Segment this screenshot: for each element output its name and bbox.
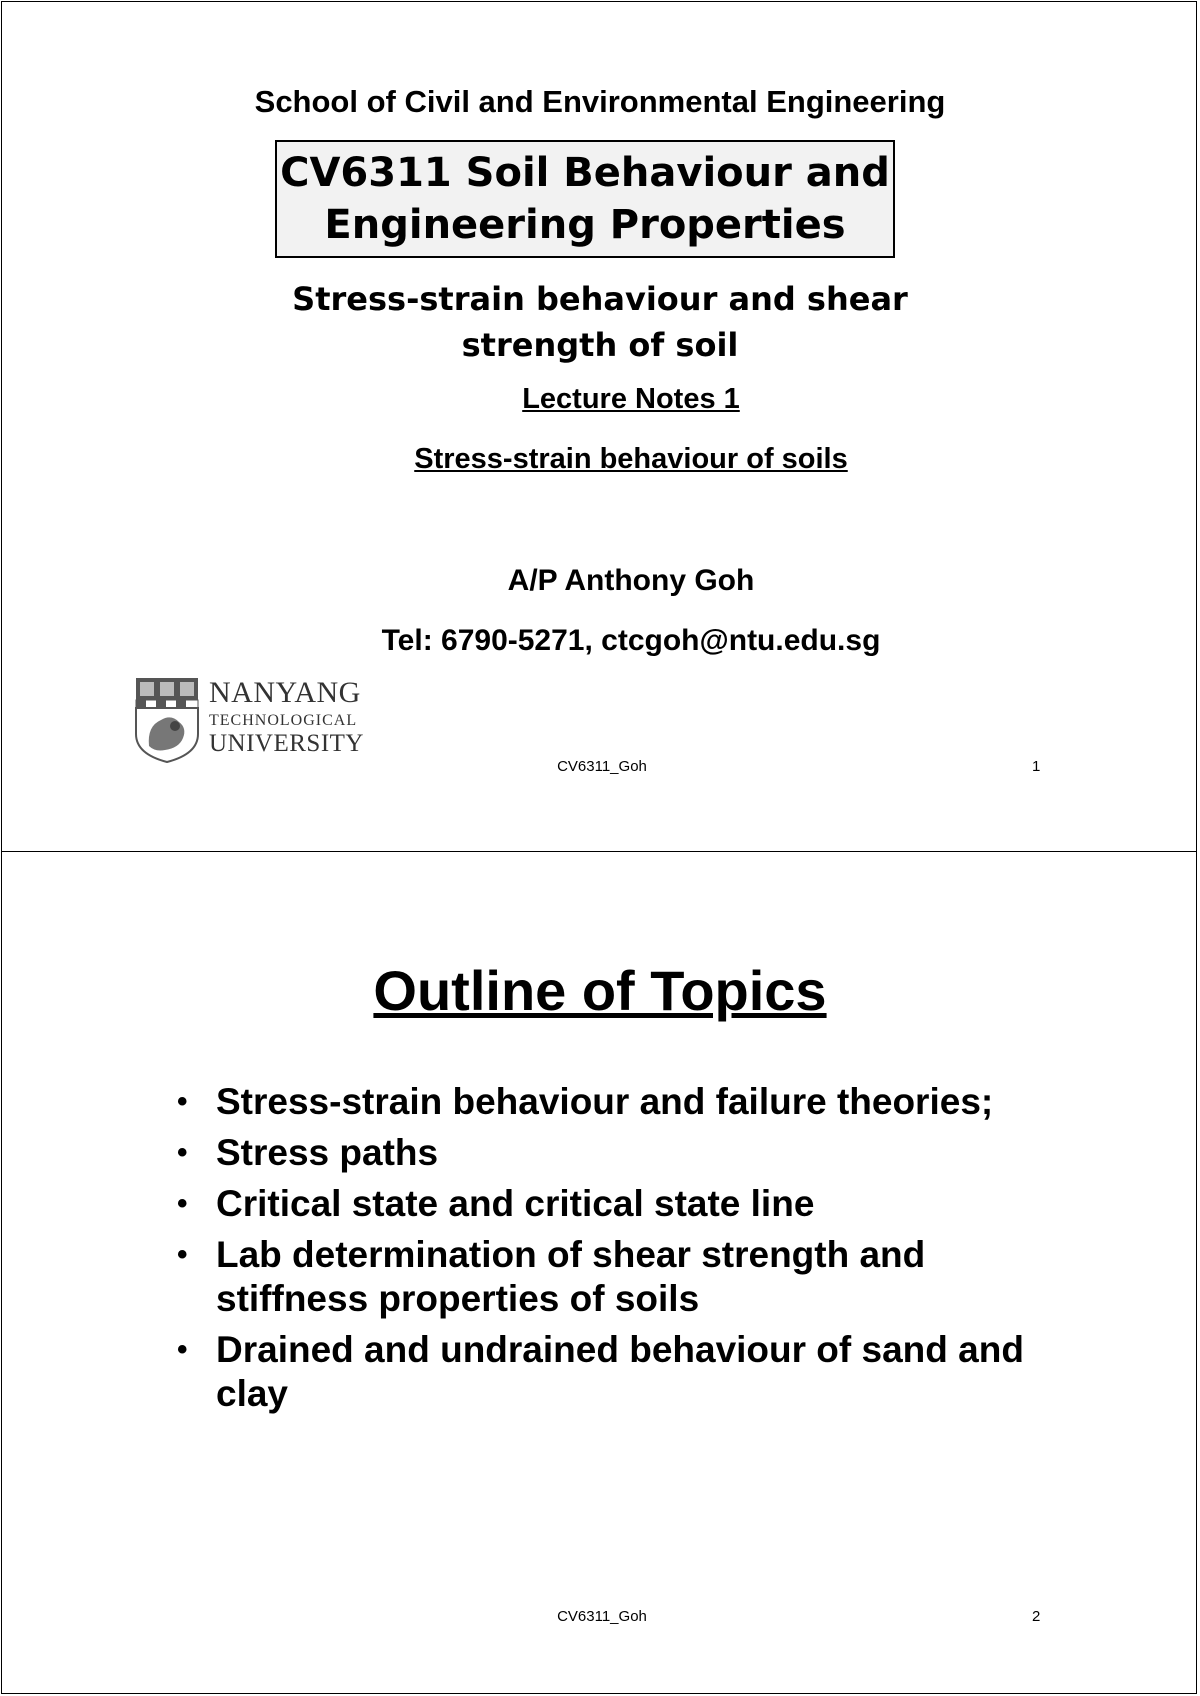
subtitle-line-2: strength of soil	[461, 326, 739, 364]
topic-item: • Stress-strain behaviour and failure theories;	[172, 1080, 1072, 1124]
course-title-line-2: Engineering Properties	[324, 202, 846, 248]
slide-1-footer: CV6311_Goh	[557, 758, 647, 775]
slide-1-page-number: 1	[1032, 758, 1041, 775]
logo-line-2: TECHNOLOGICAL	[209, 712, 358, 729]
outline-title: Outline of Topics	[373, 959, 827, 1022]
topic-item: • Drained and undrained behaviour of sand and clay	[172, 1328, 1072, 1416]
slide-2	[1, 851, 1197, 1694]
course-title-box	[275, 140, 895, 258]
topic-item: • Lab determination of shear strength and stiffness properties of soils	[172, 1233, 1072, 1321]
topics-list	[172, 1080, 1072, 1423]
topic-item: • Critical state and critical state line	[172, 1182, 1072, 1226]
slide-2-page-number: 2	[1032, 1608, 1041, 1625]
subtitle-line-1: Stress-strain behaviour and shear	[292, 280, 908, 318]
subtitle	[2, 276, 1198, 368]
logo-line-3: UNIVERSITY	[209, 730, 364, 757]
author-name: A/P Anthony Goh	[507, 564, 755, 597]
lecture-topic: Stress-strain behaviour of soils	[414, 443, 848, 475]
topic-item: • Stress paths	[172, 1131, 1072, 1175]
course-title-line-1: CV6311 Soil Behaviour and	[280, 150, 890, 196]
lecture-label: Lecture Notes 1	[522, 383, 740, 415]
slide-1	[1, 1, 1197, 852]
author-contact: Tel: 6790-5271, ctcgoh@ntu.edu.sg	[381, 624, 881, 657]
slide-2-footer: CV6311_Goh	[557, 1608, 647, 1625]
logo-line-1: NANYANG	[209, 676, 361, 709]
ntu-crest-icon	[135, 676, 199, 764]
ntu-logo	[135, 676, 395, 766]
school-name: School of Civil and Environmental Engineering	[254, 84, 946, 119]
